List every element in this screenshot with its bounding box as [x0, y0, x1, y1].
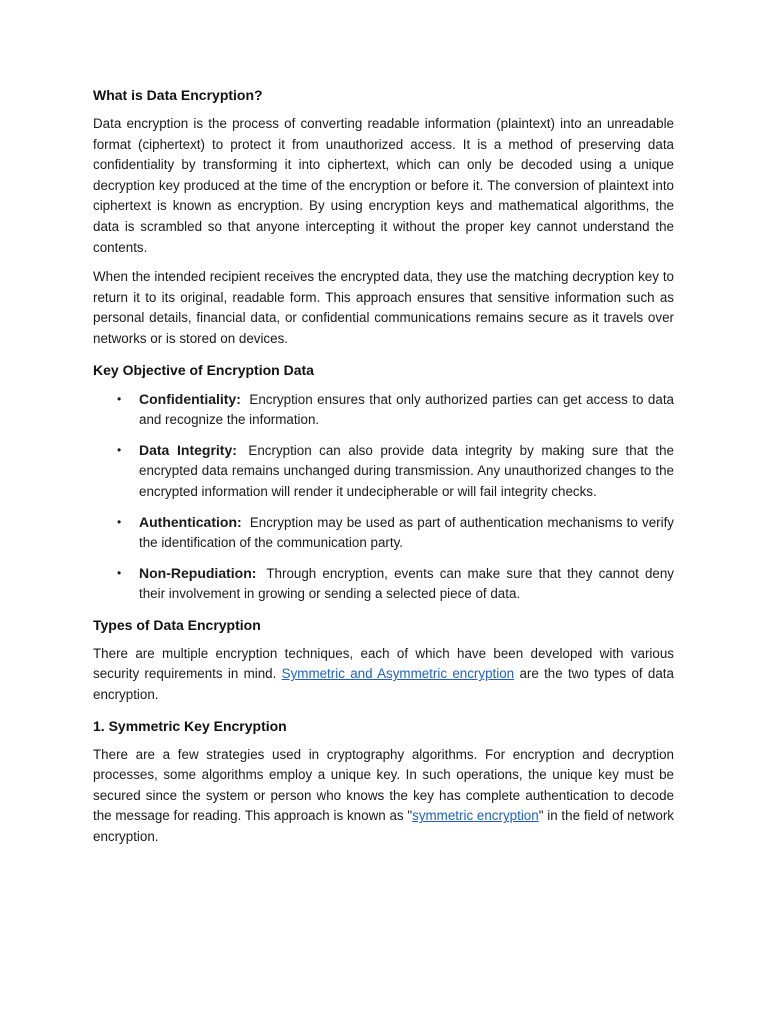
paragraph-symmetric-text-before: There are a few strategies used in cryptography algorithms. For encryption and decryption processes, some algorithms employ a unique key. In such operations, the unique key must be secured since the system or person who knows the key has complete authentication to decode the message for reading. This approach is known as " — [93, 746, 674, 824]
heading-key-objective: Key Objective of Encryption Data — [93, 361, 314, 378]
term-label: Data Integrity: — [139, 441, 237, 458]
term-label: Confidentiality: — [139, 390, 241, 407]
term-label: Non-Repudiation: — [139, 564, 257, 581]
list-item-authentication — [117, 512, 674, 554]
bullet-icon: • — [117, 442, 122, 457]
bullet-icon: • — [117, 391, 122, 406]
paragraph-definition: Data encryption is the process of converting readable information (plaintext) into an unreadable format (ciphertext) to protect it from unauthorized access. It is a method of preserving data confidentiality by transforming it into ciphertext, which can only be decoded using a unique decryption key produced at the time of the encryption or before it. The conversion of plaintext into ciphertext is known as encryption. By using encryption keys and mathematical algorithms, the data is scrambled so that anyone intercepting it without the proper key cannot understand the contents. — [93, 116, 674, 255]
paragraph-decryption: When the intended recipient receives the encrypted data, they use the matching decryption key to return it to its original, readable form. This approach ensures that sensitive information such as personal details, financial data, or confidential communications remains secure as it travels over networks or is stored on devices. — [93, 269, 674, 346]
term-description: Encryption can also provide data integrity by making sure that the encrypted data remains unchanged during transmission. Any unauthorized changes to the encrypted information will render it undecipherable or will fail integrity checks. — [139, 442, 674, 499]
list-item-data-integrity — [117, 440, 674, 503]
list-item-non-repudiation — [117, 563, 674, 605]
paragraph-types-text-after: are the two types of data encryption. — [93, 666, 674, 703]
symmetric-encryption-link[interactable]: symmetric encryption — [412, 808, 539, 824]
term-description: Through encryption, events can make sure that they cannot deny their involvement in growing or sending a selected piece of data. — [139, 565, 674, 602]
heading-what-is-data-encryption: What is Data Encryption? — [93, 87, 263, 103]
bullet-icon: • — [117, 565, 122, 580]
paragraph-symmetric-text-after: " in the field of network encryption. — [93, 808, 675, 845]
list-item-confidentiality — [117, 389, 674, 431]
document-page — [93, 84, 674, 857]
objectives-list — [93, 389, 674, 605]
bullet-icon: • — [117, 514, 122, 529]
heading-types-of-encryption: Types of Data Encryption — [93, 616, 261, 633]
term-label: Authentication: — [139, 513, 242, 530]
paragraph-types — [93, 644, 674, 706]
symmetric-asymmetric-link[interactable]: Symmetric and Asymmetric encryption — [281, 666, 515, 682]
heading-symmetric-key-encryption: 1. Symmetric Key Encryption — [93, 717, 287, 734]
paragraph-symmetric — [93, 745, 674, 848]
term-description: Encryption ensures that only authorized parties can get access to data and recognize the information. — [139, 391, 674, 428]
paragraph-types-text-before: There are multiple encryption techniques, each of which have been developed with various security requirements in mind. — [93, 645, 674, 682]
term-description: Encryption may be used as part of authentication mechanisms to verify the identification of the communication party. — [139, 514, 674, 551]
